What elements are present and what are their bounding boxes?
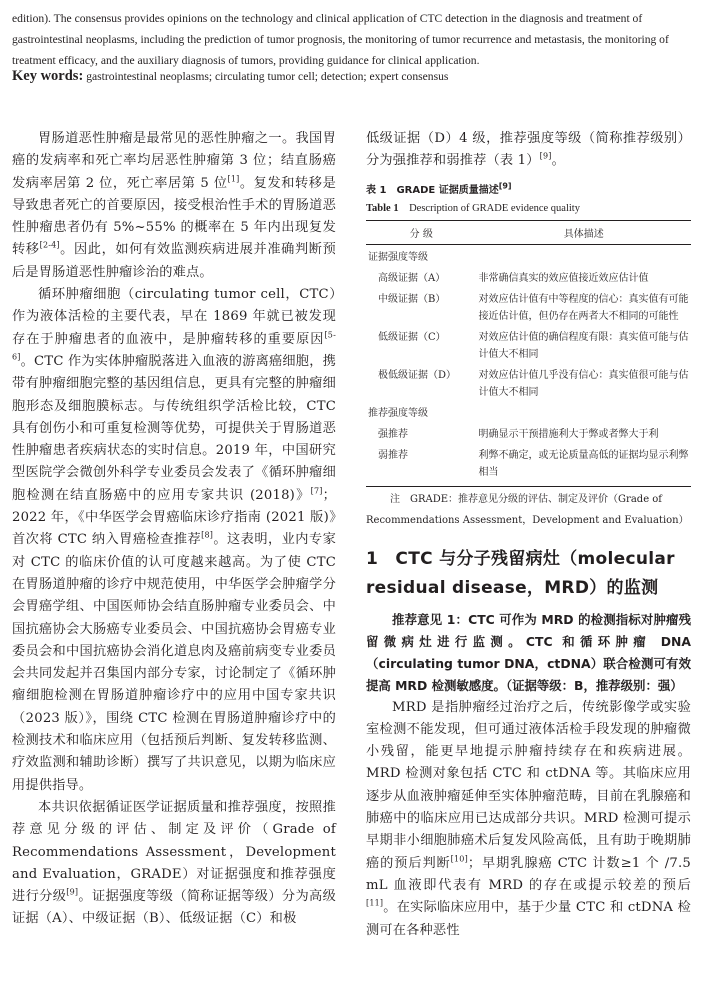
keywords-text: gastrointestinal neoplasms; circulating tumor cell; detection; expert consensus: [83, 70, 449, 83]
citation-ref: [1]: [227, 174, 240, 184]
table-group-row: 证据强度等级: [368, 251, 428, 263]
section-heading: 1 CTC 与分子残留病灶（molecular residual disease，MRD）的监测: [366, 548, 675, 598]
table-caption-chinese: 表 1 GRADE 证据质量描述[9]: [366, 181, 512, 196]
table-note: 注 GRADE：推荐意见分级的评估、制定及评价（Grade of Recommendations Assessment，Development and Evaluation）: [366, 493, 689, 526]
table-header-cell: 分 级: [366, 220, 477, 244]
table-caption-english: Table 1 Description of GRADE evidence quality: [366, 202, 580, 214]
citation-ref: [9]: [498, 181, 512, 191]
grade-continuation-paragraph: 低级证据（D）4 级，推荐强度等级（简称推荐级别）分为强推荐和弱推荐（表 1）[9]。: [366, 131, 691, 169]
citation-ref: [5-6]: [12, 330, 336, 362]
citation-ref: [7]: [310, 486, 323, 496]
mrd-paragraph: MRD 是指肿瘤经过治疗之后，传统影像学或实验室检测不能发现，但可通过液体活检手段发现的肿瘤微小残留，能更早地提示肿瘤持续存在和疾病进展。MRD 检测对象包括 CTC 和 ctDNA 等。其临床应用逐步从血液肿瘤延伸至实体肿瘤范畴，目前在乳腺癌和肺癌中的临床应用已达成部分共识。MRD 检测可提示早期非小细胞肺癌术后复发风险高低，且有助于晚期肺癌的预后判断[10]；早期乳腺癌 CTC 计数≥1 个 /7.5 mL 血液即代表有 MRD 的存在或提示较差的预后[11]。在实际临床应用中，基于少量 CTC 和 ctDNA 检测可在各种恶性: [366, 699, 692, 938]
citation-ref: [8]: [201, 530, 214, 540]
citation-ref: [9]: [66, 887, 79, 897]
intro-paragraph-3: 本共识依据循证医学证据质量和推荐强度，按照推荐意见分级的评估、制定及评价（Grade of Recommendations Assessment，Development and Evaluation，GRADE）对证据强度和推荐强度进行分级[9]。证据强度等级（简称证据等级）分为高级证据（A）、中级证据（B）、低级证据（C）和极: [12, 799, 336, 927]
citation-ref: [11]: [366, 898, 384, 908]
table-row: 高级证据（A） 非常确信真实的效应值接近效应估计值: [378, 272, 649, 284]
table-row: 强推荐 明确显示干预措施利大于弊或者弊大于利: [378, 428, 659, 440]
left-column: [12, 128, 336, 931]
citation-ref: [10]: [450, 854, 468, 864]
table-header-row: [366, 220, 691, 244]
table-group-row: 推荐强度等级: [368, 407, 428, 419]
table-header-cell: 具体描述: [477, 220, 692, 244]
table-row: 极低级证据（D） 对效应估计值几乎没有信心：真实值很可能与估计值大不相同: [378, 369, 689, 398]
recommendation-1: 推荐意见 1：CTC 可作为 MRD 的检测指标对肿瘤残留微病灶进行监测。CTC 和循环肿瘤 DNA（circulating tumor DNA，ctDNA）联合检测可有效提高 MRD 检测敏感度。（证据等级：B，推荐级别：强）: [366, 611, 691, 693]
intro-paragraph-2: 循环肿瘤细胞（circulating tumor cell，CTC）作为液体活检的主要代表，早在 1869 年就已被发现存在于肿瘤患者的血液中，是肿瘤转移的重要原因[5-6]。CTC 作为实体肿瘤脱落进入血液的游离癌细胞，携带有肿瘤细胞完整的基因组信息，更具有完整的肿瘤细胞形态及细胞膜标志。与传统组织学活检比较，CTC 具有创伤小和可重复检测等优势，可提供关于胃肠道恶性肿瘤患者疾病状态的实时信息。2019 年，中国研究型医院学会微创外科学专业委员会发表了《循环肿瘤细胞检测在结直肠癌中的应用专家共识 (2018)》[7]；2022 年，《中华医学会胃癌临床诊疗指南 (2021 版)》首次将 CTC 纳入胃癌检查推荐[8]。这表明，业内专家对 CTC 的临床价值的认可度越来越高。为了使 CTC 在胃肠道肿瘤的诊疗中规范使用，中华医学会肿瘤学分会胃癌学组、中国医师协会结直肠肿瘤专业委员会、中国抗癌协会大肠癌专业委员会、中国抗癌协会胃癌专业委员会和中国抗癌协会消化道息肉及癌前病变专业委员会共同发起并召集国内部分专家，讨论制定了《循环肿瘤细胞检测在胃肠道肿瘤诊疗中的应用中国专家共识（2023 版）》，围绕 CTC 检测在胃肠道肿瘤诊疗中的检测技术和临床应用（包括预后判断、复发转移监测、疗效监测和辅助诊断）撰写了共识意见，以期为临床应用提供指导。: [12, 287, 336, 793]
grade-evidence-table: [366, 220, 691, 487]
table-row: 弱推荐 利弊不确定，或无论质量高低的证据均显示利弊相当: [378, 449, 689, 478]
right-column: [366, 128, 691, 942]
citation-ref: [2-4]: [39, 241, 60, 251]
table-row: 低级证据（C） 对效应估计值的确信程度有限：真实值可能与估计值大不相同: [378, 331, 689, 360]
intro-paragraph-1: 胃肠道恶性肿瘤是最常见的恶性肿瘤之一。我国胃癌的发病率和死亡率均居恶性肿瘤第 3 位；结直肠癌发病率居第 2 位，死亡率居第 5 位[1]。复发和转移是导致患者死亡的首要原因，接受根治性手术的胃肠道恶性肿瘤患者仍有 5%~55% 的概率在 5 年内出现复发转移[2-4]。因此，如何有效监测疾病进展并准确判断预后是胃肠道恶性肿瘤诊治的难点。: [12, 131, 336, 280]
citation-ref: [9]: [539, 151, 552, 161]
table-row: 中级证据（B） 对效应估计值有中等程度的信心：真实值有可能接近估计值，但仍存在两者大不相同的可能性: [378, 293, 689, 322]
keywords-line: [12, 68, 692, 85]
keywords-label: Key words:: [12, 68, 84, 84]
abstract-english-tail: edition). The consensus provides opinions on the technology and clinical application of CTC detection in the diagnosis and treatment of gastrointestinal neoplasms, including the prediction of tumor prognosis, the monitoring of tumor recurrence and metastasis, the monitoring of treatment efficacy, and the auxiliary diagnosis of tumors, providing guidance for clinical application.: [12, 12, 669, 67]
